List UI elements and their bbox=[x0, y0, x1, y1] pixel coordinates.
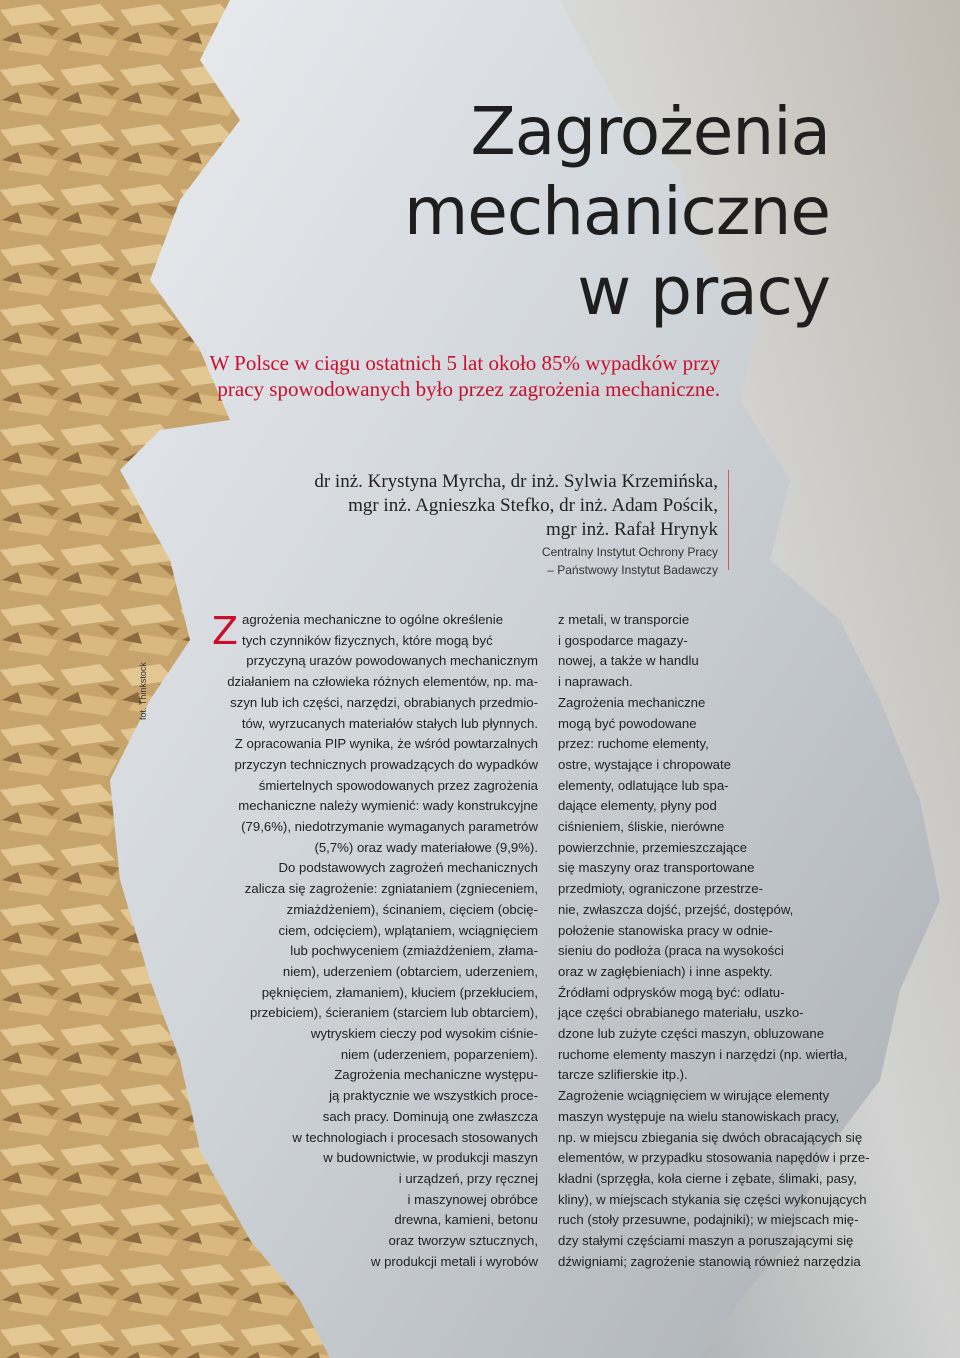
body-line: pęknięciem, złamaniem), kłuciem (przekłuciem, bbox=[261, 984, 538, 1000]
institution-line-2: – Państwowy Instytut Badawczy bbox=[547, 563, 718, 577]
body-line: i maszynowej obróbce bbox=[407, 1191, 538, 1207]
body-line: niem (uderzeniem, poparzeniem). bbox=[340, 1046, 538, 1062]
body-line: elementy, odlatujące lub spa- bbox=[558, 777, 729, 793]
body-line: Z opracowania PIP wynika, że wśród powtarzalnych bbox=[234, 736, 538, 752]
lead-paragraph: W Polsce w ciągu ostatnich 5 lat około 85% wypadków przy pracy spowodowanych było przez zagrożenia mechaniczne. bbox=[209, 351, 720, 401]
body-line: mechaniczne należy wymienić: wady konstrukcyjne bbox=[238, 798, 538, 814]
body-line: przyczyn technicznych prowadzących do wypadków bbox=[234, 756, 538, 772]
body-line: ruch (stoły przesuwne, podajniki); w miejscach mię- bbox=[558, 1212, 859, 1228]
body-line: nie, zwłaszcza dojść, przejść, dostępów, bbox=[558, 901, 794, 917]
body-line: tów, wyrzucanych materiałów stałych lub płynnych. bbox=[241, 715, 538, 731]
body-line: ciem, odcięciem), wplątaniem, wciągnięciem bbox=[278, 922, 538, 938]
body-line: się maszyny oraz transportowane bbox=[558, 860, 755, 876]
institution bbox=[318, 543, 718, 579]
body-line: przyczyną urazów powodowanych mechanicznym bbox=[246, 653, 538, 669]
body-line: tych czynników fizycznych, które mogą być bbox=[242, 632, 493, 648]
body-column-1 bbox=[190, 610, 538, 1273]
body-line: w technologiach i procesach stosowanych bbox=[292, 1129, 538, 1145]
body-line: oraz w zagłębieniach) i inne aspekty. bbox=[558, 963, 773, 979]
body-line: położenie stanowiska pracy w odnie- bbox=[558, 922, 773, 938]
body-line: Źródłami odprysków mogą być: odlatu- bbox=[558, 984, 785, 1000]
body-line: elementów, w przypadku stosowania napędów i prze- bbox=[558, 1150, 870, 1166]
body-line: kładni (sprzęgła, koła cierne i zębate, ślimaki, pasy, bbox=[558, 1170, 857, 1186]
body-line: dające elementy, płyny pod bbox=[558, 798, 717, 814]
body-line: w budownictwie, w produkcji maszyn bbox=[323, 1150, 538, 1166]
body-line: powierzchnie, przemieszczające bbox=[558, 839, 748, 855]
body-line: zmiażdżeniem), ścinaniem, cięciem (obcię- bbox=[286, 901, 538, 917]
body-column-2 bbox=[558, 610, 888, 1273]
author-divider bbox=[728, 470, 729, 570]
body-line: wytryskiem cieczy pod wysokim ciśnie- bbox=[310, 1026, 538, 1042]
title-line-1: Zagrożenia bbox=[470, 93, 830, 170]
body-line: śmiertelnych spowodowanych przez zagrożenia bbox=[258, 777, 538, 793]
body-line: mogą być powodowane bbox=[558, 715, 697, 731]
authors bbox=[198, 470, 718, 542]
body-line: dzone lub zużyte części maszyn, obluzowane bbox=[558, 1026, 825, 1042]
title-line-3: w pracy bbox=[577, 253, 830, 330]
body-line: dźwigniami; zagrożenie stanowią również narzędzia bbox=[558, 1253, 861, 1269]
body-line: maszyn występuje na wielu stanowiskach pracy, bbox=[558, 1108, 840, 1124]
title-line-2: mechaniczne bbox=[404, 173, 830, 250]
body-line: ciśnieniem, śliskie, nierówne bbox=[558, 819, 725, 835]
body-line: tarcze szlifierskie itp.). bbox=[558, 1067, 688, 1083]
body-line: ruchome elementy maszyn i narzędzi (np. wiertła, bbox=[558, 1046, 848, 1062]
body-line: przedmioty, ograniczone przestrze- bbox=[558, 881, 763, 897]
body-line: drewna, kamieni, betonu bbox=[394, 1212, 538, 1228]
photo-credit: fot. Thinkstock bbox=[138, 662, 148, 720]
body-line: sieniu do podłoża (praca na wysokości bbox=[558, 943, 784, 959]
body-line: nowej, a także w handlu bbox=[558, 653, 699, 669]
body-line: niem), uderzeniem (obtarciem, uderzeniem, bbox=[282, 963, 538, 979]
body-line: dzy stałymi częściami maszyn a poruszającymi się bbox=[558, 1233, 854, 1249]
body-line: Zagrożenie wciągnięciem w wirujące elementy bbox=[558, 1088, 830, 1104]
body-line: działaniem na człowieka różnych elementów, np. ma- bbox=[227, 674, 538, 690]
body-line: w produkcji metali i wyrobów bbox=[370, 1253, 538, 1269]
body-line: Zagrożenia mechaniczne występu- bbox=[334, 1067, 538, 1083]
body-line: jące części obrabianego materiału, uszko- bbox=[558, 1005, 804, 1021]
body-line: oraz tworzyw sztucznych, bbox=[388, 1233, 538, 1249]
body-line: z metali, w transporcie bbox=[558, 612, 690, 627]
authors-line-1: dr inż. Krystyna Myrcha, dr inż. Sylwia Krzemińska, bbox=[314, 471, 718, 492]
body-line: ostre, wystające i chropowate bbox=[558, 756, 731, 772]
body-line: Zagrożenia mechaniczne bbox=[558, 694, 706, 710]
institution-line-1: Centralny Instytut Ochrony Pracy bbox=[541, 545, 718, 559]
body-line: (79,6%), niedotrzymanie wymaganych parametrów bbox=[241, 819, 538, 835]
body-line: przez: ruchome elementy, bbox=[558, 736, 709, 752]
body-line: ją praktycznie we wszystkich proce- bbox=[329, 1088, 538, 1104]
body-line: sach pracy. Dominują one zwłaszcza bbox=[322, 1108, 538, 1124]
body-line: kliny), w miejscach stykania się części wykonujących bbox=[558, 1191, 867, 1207]
body-line: przebiciem), ścieraniem (starciem lub obtarciem), bbox=[249, 1005, 538, 1021]
authors-line-2: mgr inż. Agnieszka Stefko, dr inż. Adam Pościk, bbox=[348, 495, 718, 516]
drop-cap: Z bbox=[212, 609, 239, 653]
body-line: lub pochwyceniem (zmiażdżeniem, złama- bbox=[290, 943, 538, 959]
article-title bbox=[404, 92, 830, 332]
body-line: szyn lub ich części, narzędzi, obrabianych przedmio- bbox=[230, 694, 538, 710]
body-line: i naprawach. bbox=[558, 674, 633, 690]
body-line: np. w miejscu zbiegania się dwóch obracających się bbox=[558, 1129, 863, 1145]
body-line: zalicza się zagrożenie: zgniataniem (zgnieceniem, bbox=[244, 881, 538, 897]
body-line: agrożenia mechaniczne to ogólne określenie bbox=[242, 612, 504, 627]
body-line: i urządzeń, przy ręcznej bbox=[398, 1170, 538, 1186]
body-line: Do podstawowych zagrożeń mechanicznych bbox=[278, 860, 538, 876]
authors-line-3: mgr inż. Rafał Hrynyk bbox=[545, 519, 718, 540]
body-line: i gospodarce magazy- bbox=[558, 632, 688, 648]
body-line: (5,7%) oraz wady materiałowe (9,9%). bbox=[314, 839, 538, 855]
